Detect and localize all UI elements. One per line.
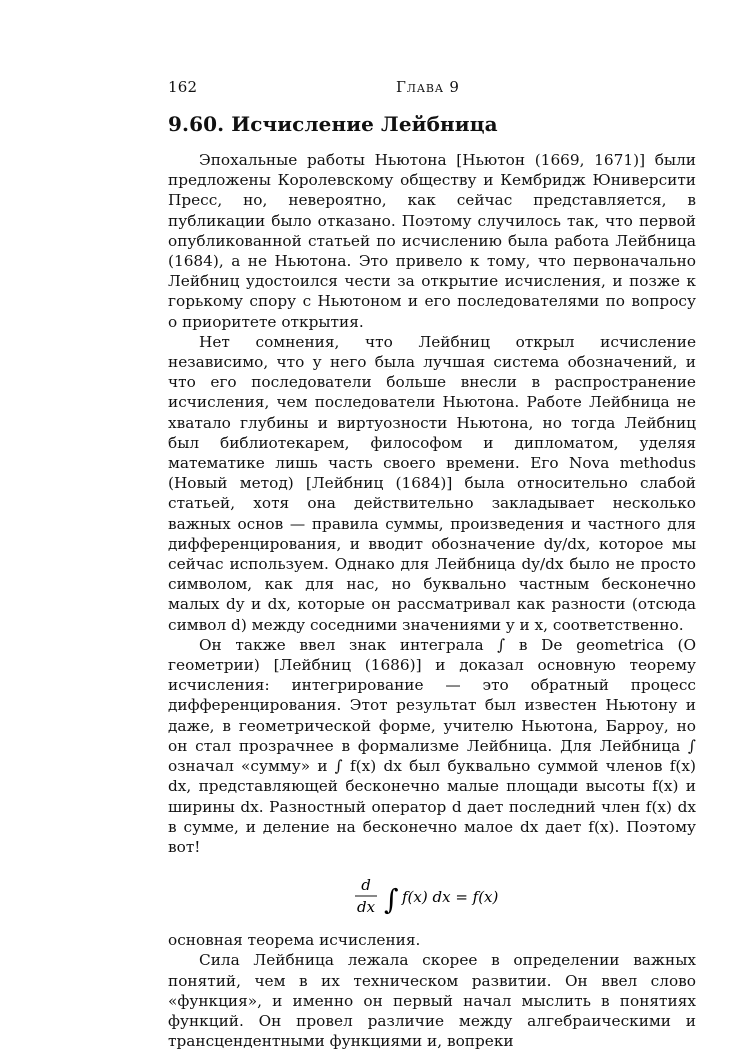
paragraph-leibniz-strength: Сила Лейбница лежала скорее в определении важных понятий, чем в их техническом развитии. Он ввел слово «функция», и именно он первый начал мыслить в понятиях функций. Он провел различие между алгебраическими и трансцендентными функциями и, вопреки — [168, 951, 696, 1051]
book-page — [168, 78, 696, 1051]
formula-graphic — [352, 868, 512, 924]
paragraph-newton-priority: Эпохальные работы Ньютона [Ньютон (1669, 1671)] были предложены Королевскому обществу и Кембридж Юниверсити Пресс, но, невероятно, как сейчас представляется, в публикации было отказано. Поэтому случилось так, что первой опубликованной статьей по исчислению была работа Лейбница (1684), а не Ньютона. Это привело к тому, что первоначально Лейбниц удостоился чести за открытие исчисления, и позже к горькому спору с Ньютоном и его последователями по вопросу о приоритете открытия. — [168, 151, 696, 331]
formula-denominator: dx — [356, 898, 376, 917]
paragraph-leibniz-notation: Нет сомнения, что Лейбниц открыл исчисление независимо, что у него была лучшая система обозначений, и что его последователи больше внесли в распространение исчисления, чем последователи Ньютона. Работе Лейбница не хватало глубины и виртуозности Ньютона, но тогда Лейбниц был библиотекарем, философом и дипломатом, уделяя математике лишь часть своего времени. Его Nova methodus (Новый метод) [Лейбниц (1684)] была относительно слабой статьей, хотя она действительно закладывает несколько важных основ — правила суммы, произведения и частного для дифференцирования, и вводит обозначение dy/dx, которое мы сейчас используем. Однако для Лейбница dy/dx было не просто символом, как для нас, но буквально частным бесконечно малых dy и dx, которые он рассматривал как разности (отсюда символ d) между соседними значениями y и x, соответственно. — [168, 332, 696, 634]
page-number: 162 — [168, 78, 198, 96]
fundamental-theorem-formula — [168, 865, 696, 927]
section-heading: 9.60. Исчисление Лейбница — [168, 112, 498, 136]
formula-numerator: d — [361, 876, 371, 895]
running-header — [168, 78, 696, 100]
formula-integrand: f(x) dx = f(x) — [402, 888, 499, 907]
paragraph-integral-sign: Он также ввел знак интеграла ∫ в De geometrica (О геометрии) [Лейбниц (1686)] и доказал основную теорему исчисления: интегрирование — это обратный процесс дифференцирования. Этот результат был известен Ньютону и даже, в геометрической форме, учителю Ньютона, Барроу, но он стал прозрачнее в формализме Лейбница. Для Лейбница ∫ означал «сумму» и ∫ f(x) dx был буквально суммой членов f(x) dx, представляющей бесконечно малые площади высоты f(x) и ширины dx. Разностный оператор d дает последний член f(x) dx в сумме, и деление на бесконечно малое dx дает f(x). Поэтому вот! — [168, 635, 696, 856]
chapter-running-title: Глава 9 — [396, 78, 460, 96]
integral-sign: ∫ — [384, 883, 399, 917]
formula-caption: основная теорема исчисления. — [168, 931, 421, 950]
